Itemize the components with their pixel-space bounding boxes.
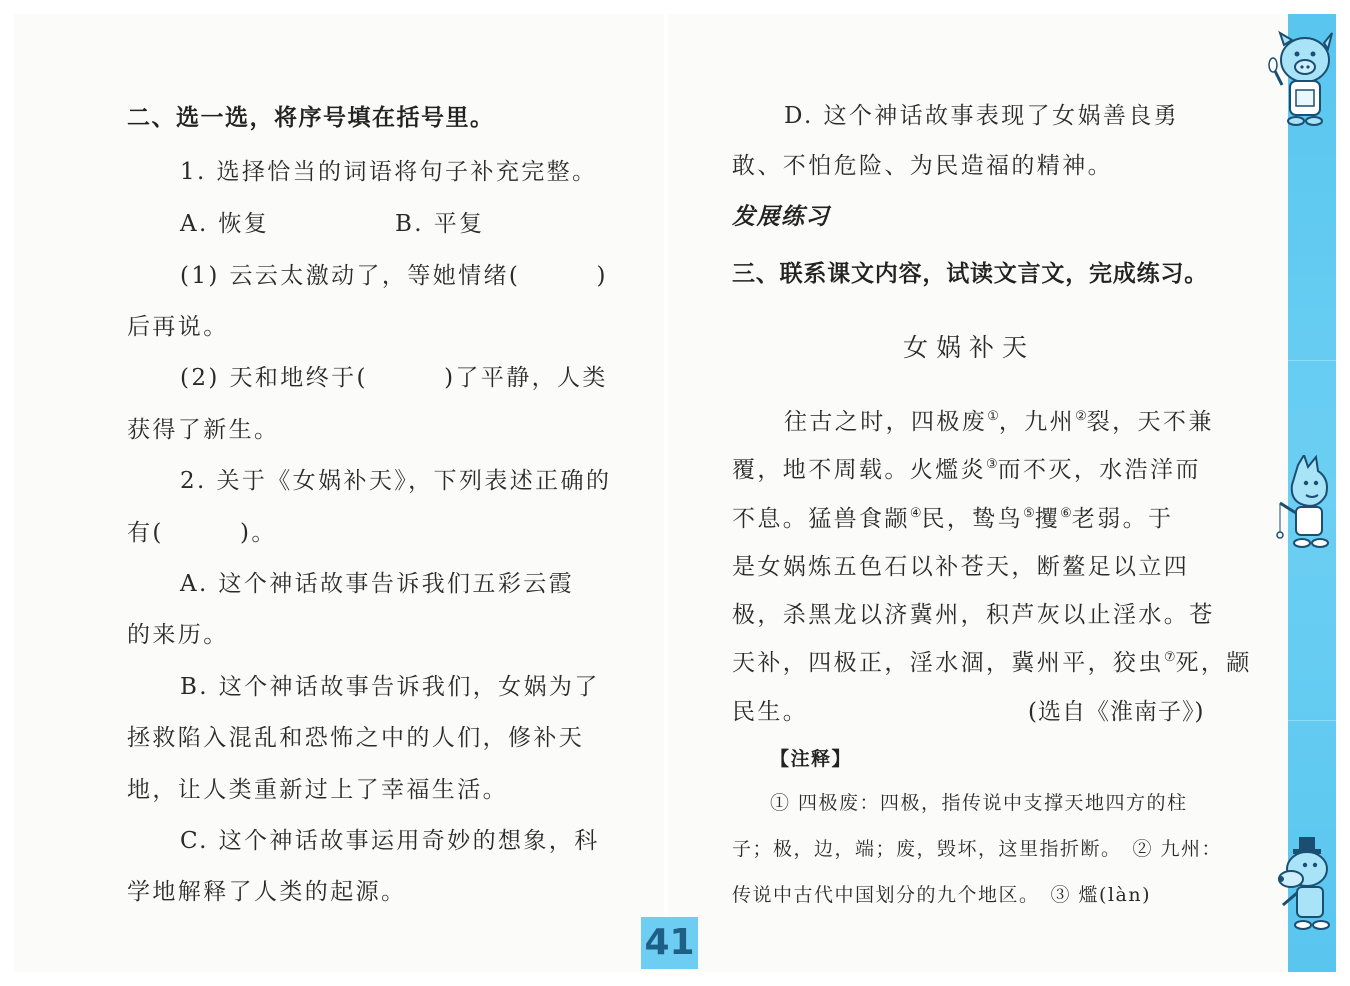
question1-sentence1-cont: 后再说。 bbox=[127, 314, 229, 340]
dog-mascot-icon bbox=[1265, 835, 1345, 935]
strip-divider bbox=[1288, 720, 1336, 721]
question2-option-b-cont: 地，让人类重新过上了幸福生活。 bbox=[127, 777, 508, 803]
question2-option-a: A. 这个神话故事告诉我们五彩云霞 bbox=[180, 571, 575, 597]
footnote-marker: ⑦ bbox=[1163, 650, 1176, 665]
footnote-marker: ① bbox=[987, 409, 999, 424]
passage-line: 是女娲炼五色石以补苍天，断鳌足以立四 bbox=[732, 554, 1190, 580]
question2-stem-cont: 有( )。 bbox=[127, 520, 277, 546]
question2-option-b: B. 这个神话故事告诉我们，女娲为了 bbox=[180, 674, 600, 700]
note-line: ① 四极废：四极，指传说中支撑天地四方的柱 bbox=[770, 792, 1188, 814]
section3-heading: 三、联系课文内容，试读文言文，完成练习。 bbox=[732, 261, 1208, 287]
passage-line: 不息。猛兽食颛④民，鸷鸟⑤攫⑥老弱。于 bbox=[732, 506, 1174, 532]
footnote-marker: ④ bbox=[909, 506, 922, 521]
passage-line: 往古之时，四极废①，九州②裂，天不兼 bbox=[784, 409, 1214, 435]
question1-sentence2: (2) 天和地终于( )了平静，人类 bbox=[180, 365, 608, 391]
question2-option-d: D. 这个神话故事表现了女娲善良勇 bbox=[784, 103, 1180, 129]
question1-stem: 1. 选择恰当的词语将句子补充完整。 bbox=[180, 159, 598, 185]
note-line: 子；极，边，端；废，毁坏，这里指折断。 ② 九州： bbox=[732, 838, 1223, 860]
question2-option-d-cont: 敢、不怕危险、为民造福的精神。 bbox=[732, 153, 1113, 179]
passage-line: 民生。 bbox=[732, 699, 809, 725]
passage-line: 极，杀黑龙以济冀州，积芦灰以止淫水。苍 bbox=[732, 602, 1215, 628]
development-practice-heading: 发展练习 bbox=[732, 204, 830, 230]
note-line: 传说中古代中国划分的九个地区。 ③ 爁(làn) bbox=[732, 884, 1152, 906]
question2-option-c-cont: 学地解释了人类的起源。 bbox=[127, 879, 407, 905]
notes-heading: 【注释】 bbox=[770, 748, 853, 770]
question2-option-a-cont: 的来历。 bbox=[127, 622, 229, 648]
passage-line: 天补，四极正，淫水涸，冀州平，狡虫⑦死，颛 bbox=[732, 650, 1252, 676]
question2-stem: 2. 关于《女娲补天》，下列表述正确的 bbox=[180, 468, 612, 494]
wolf-mascot-icon bbox=[1268, 455, 1343, 555]
page-number: 41 bbox=[641, 917, 698, 969]
question1-option-a: A. 恢复 bbox=[180, 211, 270, 237]
strip-divider bbox=[1288, 360, 1336, 361]
footnote-marker: ② bbox=[1075, 409, 1087, 424]
pig-mascot-icon bbox=[1260, 25, 1340, 130]
passage-title: 女娲补天 bbox=[903, 333, 1036, 362]
question1-sentence1: (1) 云云太激动了，等她情绪( ) bbox=[180, 263, 608, 289]
passage-source: (选自《淮南子》) bbox=[1028, 699, 1205, 725]
section2-heading: 二、选一选，将序号填在括号里。 bbox=[127, 105, 495, 131]
question2-option-c: C. 这个神话故事运用奇妙的想象，科 bbox=[180, 828, 600, 854]
question1-option-b: B. 平复 bbox=[395, 211, 485, 237]
footnote-marker: ⑤ bbox=[1023, 506, 1035, 521]
passage-line: 覆，地不周载。火爁炎③而不灭，水浩洋而 bbox=[732, 457, 1201, 483]
footnote-marker: ③ bbox=[986, 457, 998, 472]
footnote-marker: ⑥ bbox=[1060, 506, 1072, 521]
question1-sentence2-cont: 获得了新生。 bbox=[127, 417, 280, 443]
question2-option-b-cont: 拯救陷入混乱和恐怖之中的人们，修补天 bbox=[127, 725, 585, 751]
